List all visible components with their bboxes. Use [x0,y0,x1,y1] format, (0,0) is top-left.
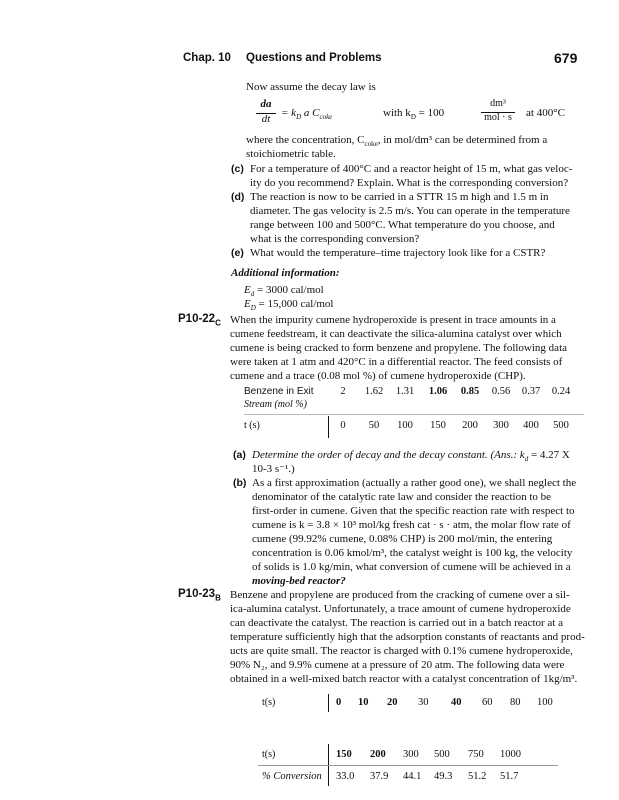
p22-line: When the impurity cumene hydroperoxide is present in trace amounts in a [230,314,556,326]
p23-table2-cell: 500 [434,749,450,760]
p23-table2-cell: 750 [468,749,484,760]
p22-table-cell: 0 [340,420,346,431]
p22-table-cell: 1.62 [364,386,384,397]
p23-table1-cell: 10 [358,697,369,708]
p23-table1-cell: 80 [510,697,521,708]
p22-table-cell: 200 [462,420,478,431]
p23-table1-cell: 40 [451,697,462,708]
p22-part-b-line: of solids is 1.0 kg/min, what conversion of cumene will be achieved in a [252,561,571,573]
decay-note-line2: stoichiometric table. [246,148,336,160]
p22-part-a-line: 10-3 s⁻¹.) [252,463,295,475]
p22-part-b-label: (b) [233,477,247,489]
p22-part-b-line: cumene is k = 3.8 × 10³ mol/kg fresh cat · s · atm, the molar flow rate of [252,519,571,531]
p23-table2-cell: 44.1 [403,771,422,782]
p23-line: temperature sufficiently high that the adsorption constants of reactants and prod- [230,631,585,643]
p23-table1-cell: 100 [537,697,553,708]
p22-part-b-line: moving-bed reactor? [252,575,346,587]
question-d-line: diameter. The gas velocity is 2.5 m/s. You can operate in the temperature [250,205,570,217]
p22-table-row2-label: t (s) [244,420,260,431]
chapter-label: Chap. 10 [183,52,231,64]
question-d-line: The reaction is now to be carried in a STTR 15 m high and 1.5 m in [250,191,549,203]
p23-table1-cell: 30 [418,697,429,708]
p23-table2-row2-label: % Conversion [262,771,322,782]
p23-table2-cell: 51.7 [500,771,519,782]
section-title: Questions and Problems [246,52,382,64]
p23-table1-cell: 60 [482,697,493,708]
question-d-line: what is the corresponding conversion? [250,233,420,245]
p22-table-cell: 50 [368,420,380,431]
p22-line: cumene feedstream, it can deactivate the silica-alumina catalyst over which [230,328,562,340]
p22-part-a-line: Determine the order of decay and the decay constant. (Ans.: $k_d = 4.27$ X [252,449,570,464]
p22-line: cumene and a trace (0.08 mol %) of cumene hydroperoxide (CHP). [230,370,526,382]
p22-table-cell: 0.56 [491,386,511,397]
p23-line: ucts are quite small. The reactor is charged with 0.1% cumene hydroperoxide, [230,645,573,657]
p22-table-cell: 0.37 [521,386,541,397]
eq-rhs: = $k_D$ a $C_{coke}$ [281,107,333,122]
p23-table2-cell: 150 [336,749,352,760]
p23-table2-cell: 300 [403,749,419,760]
p23-table1-label: t(s) [262,697,276,708]
question-d-label: (d) [231,191,245,203]
p22-table-cell: 100 [397,420,413,431]
p23-table2-cell: 33.0 [336,771,355,782]
additional-info-heading: Additional information: [231,267,340,279]
question-e-label: (e) [231,247,244,259]
p22-table-cell: 0.24 [551,386,571,397]
p23-line: can deactivate the catalyst. The reaction is carried out in a batch reactor at a [230,617,563,629]
question-c-line: ity do you recommend? Explain. What is the corresponding conversion? [250,177,569,189]
p23-table2-cell: 49.3 [434,771,453,782]
eq-lhs-den: dt [261,113,271,125]
p23-table2-cell: 1000 [500,749,521,760]
p22-table-row1-label-b: Stream (mol %) [244,399,307,410]
p23-table2-cell: 200 [370,749,386,760]
p22-table-cell: 150 [430,420,446,431]
p23-table1-cell: 20 [387,697,398,708]
eq-temperature: at 400°C [526,107,565,119]
eq-unit-num: dm³ [490,98,506,109]
activation-energy-d: $E_D = 15,000$ cal/mol [244,298,334,313]
p22-part-b-line: concentration is 0.06 kmol/m³, the catalyst weight is 100 kg, the velocity [252,547,573,559]
page-number: 679 [554,50,578,66]
p23-table2-cell: 51.2 [468,771,487,782]
p22-table-cell: 1.31 [395,386,415,397]
p23-table1-cell: 0 [336,697,342,708]
problem-id-22: $P10-22_C$ [178,313,221,328]
question-c-label: (c) [231,163,244,175]
p23-line: Benzene and propylene are produced from the cracking of cumene over a sil- [230,589,570,601]
p22-part-b-line: cumene (99.92% cumene, 0.08% CHP) is 200 mol/min, the entering [252,533,553,545]
question-d-line: range between 100 and 500°C. What temperature do you choose, and [250,219,555,231]
p22-table-cell: 2 [340,386,346,397]
p23-line: 90% N₂, and 9.9% cumene at a pressure of 20 atm. The following data were [230,659,565,671]
p22-part-b-line: As a first approximation (actually a rather good one), we shall neglect the [252,477,577,489]
question-c-line: For a temperature of 400°C and a reactor height of 15 m, what gas veloc- [250,163,573,175]
question-e-line: What would the temperature–time trajectory look like for a CSTR? [250,247,546,259]
p22-table-row1-label: Benzene in Exit [244,386,314,397]
p22-part-a-label: (a) [233,449,246,461]
activation-energy-e: $E_d = 3000$ cal/mol [244,284,324,299]
p23-line: ica-alumina catalyst. Unfortunately, a trace amount of cumene hydroperoxide [230,603,571,615]
eq-lhs-num: da [260,98,272,110]
p22-table-cell: 500 [553,420,569,431]
p23-line: obtained in a well-mixed batch reactor with a catalyst concentration of 1kg/m³. [230,673,578,685]
p22-table-cell: 400 [523,420,539,431]
decay-intro: Now assume the decay law is [246,81,376,93]
p22-table-cell: 1.06 [428,386,448,397]
p22-line: cumene is being cracked to form benzene and propylene. The following data [230,342,568,354]
problem-id-23: $P10-23_B$ [178,588,221,603]
p22-table-cell: 300 [493,420,509,431]
p22-table-cell: 0.85 [460,386,480,397]
p22-part-b-line: denominator of the catalytic rate law and consider the reaction to be [252,491,552,503]
eq-rate-constant: with $k_D = 100$ [383,107,445,122]
p22-line: were taken at 1 atm and 420°C in a differential reactor. The feed consists of [230,356,563,368]
decay-note-line1: where the concentration, $C_{coke}$, in mol/dm³ can be determined from a [246,134,548,149]
eq-unit-den: mol · s [484,112,512,123]
p23-table2-cell: 37.9 [370,771,389,782]
p22-part-b-line: first-order in cumene. Given that the specific reaction rate with respect to [252,505,575,517]
p23-table2-row1-label: t(s) [262,749,276,760]
